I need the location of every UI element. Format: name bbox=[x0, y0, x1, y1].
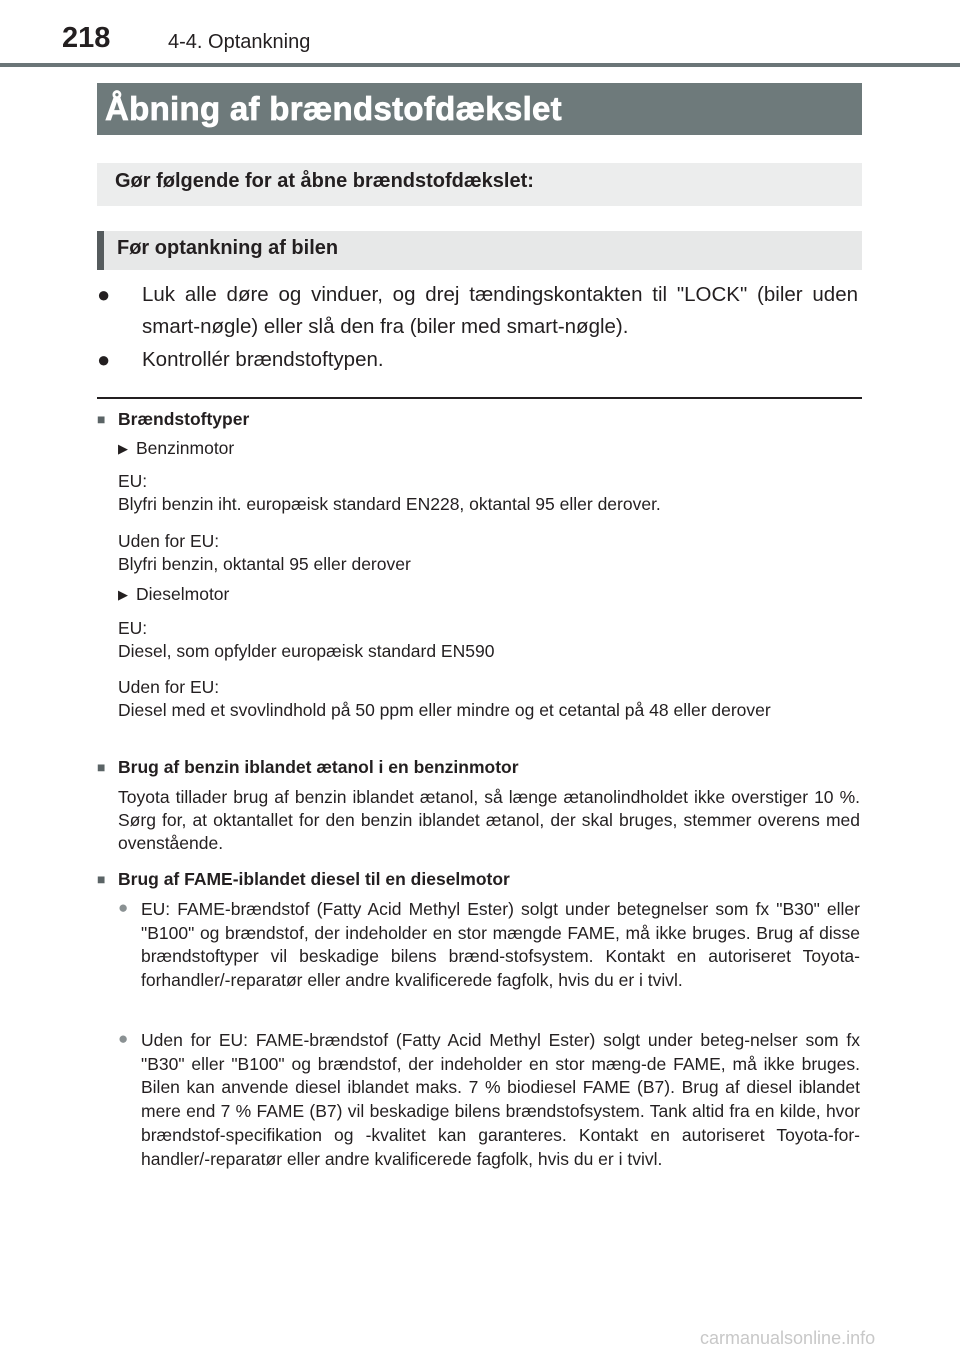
page-title: Åbning af brændstofdækslet bbox=[105, 90, 562, 127]
bullet-icon: ● bbox=[118, 1029, 129, 1048]
section-divider bbox=[97, 397, 862, 399]
diesel-eu-label: EU: bbox=[118, 618, 148, 638]
fame-eu-text: EU: FAME-brændstof (Fatty Acid Methyl Ester) solgt under betegnelser som fx "B30" eller "B100" og brændstof, der indeholder en stor mængde FAME, må ikke bruges. Brug af disse brændstoftyper vil beskadige bilens brænd-stofsystem. Kontakt en autoriseret Toyota-forhandler/-reparatør eller andre kvalificerede fagfolk, hvis du er i tvivl. bbox=[141, 899, 860, 991]
petrol-eu-label: EU: bbox=[118, 471, 148, 491]
chapter-title: 4-4. Optankning bbox=[168, 31, 311, 53]
intro-text: Gør følgende for at åbne brændstofdækslet: bbox=[115, 170, 534, 192]
subsection-title: Før optankning af bilen bbox=[117, 237, 339, 259]
page-header bbox=[0, 0, 960, 66]
ethanol-heading: Brug af benzin iblandet ætanol i en benzinmotor bbox=[118, 757, 519, 777]
watermark: carmanualsonline.info bbox=[700, 1328, 876, 1348]
triangle-bullet-icon: ▶ bbox=[118, 441, 128, 456]
petrol-non-eu-text: Blyfri benzin, oktantal 95 eller derover bbox=[118, 554, 411, 574]
diesel-engine-label: Dieselmotor bbox=[136, 584, 230, 604]
square-bullet-icon: ■ bbox=[97, 411, 106, 427]
fuel-types-heading: Brændstoftyper bbox=[118, 409, 250, 429]
square-bullet-icon: ■ bbox=[97, 759, 106, 775]
bullet-text: Luk alle døre og vinduer, og drej tændingskontakten til "LOCK" (biler uden smart-nøgle) eller slå den fra (biler med smart-nøgle). bbox=[142, 283, 858, 338]
section-title-band bbox=[97, 83, 862, 135]
fame-heading: Brug af FAME-iblandet diesel til en dieselmotor bbox=[118, 869, 510, 889]
page-number: 218 bbox=[62, 22, 111, 54]
subsection-accent-bar bbox=[97, 231, 104, 270]
bullet-icon: ● bbox=[118, 898, 129, 917]
diesel-eu-text: Diesel, som opfylder europæisk standard EN590 bbox=[118, 641, 495, 661]
header-rule bbox=[0, 63, 960, 67]
fame-non-eu-text: Uden for EU: FAME-brændstof (Fatty Acid Methyl Ester) solgt under beteg-nelser som fx "B30" eller "B100" og brændstof, der indeholder en stor mæng-de FAME, må ikke bruges. Bilen kan anvende diesel iblandet maks. 7 % biodiesel FAME (B7). Brug af diesel iblandet mere end 7 % FAME (B7) vil beskadige bilens brændstofsystem. Tank altid fra en kilde, hvor brændstof-specifikation og -kvalitet kan garanteres. Kontakt en autoriseret Toyota-for-handler/-reparatør eller andre kvalificerede fagfolk, hvis du er i tvivl. bbox=[141, 1030, 860, 1169]
bullet-icon: ● bbox=[97, 282, 111, 307]
square-bullet-icon: ■ bbox=[97, 871, 106, 887]
bullet-icon: ● bbox=[97, 347, 111, 372]
ethanol-text: Toyota tillader brug af benzin iblandet ætanol, så længe ætanolindholdet ikke overstiger 10 %. Sørg for, at oktantallet for den benzin iblandet ætanol, der skal bruges, stemmer overens med ovenstående. bbox=[118, 787, 860, 853]
diesel-non-eu-text: Diesel med et svovlindhold på 50 ppm eller mindre og et cetantal på 48 eller derover bbox=[118, 700, 771, 720]
petrol-non-eu-label: Uden for EU: bbox=[118, 531, 220, 551]
subsection-band bbox=[97, 231, 862, 270]
diesel-non-eu-label: Uden for EU: bbox=[118, 677, 220, 697]
intro-band bbox=[97, 163, 862, 206]
petrol-eu-text: Blyfri benzin iht. europæisk standard EN228, oktantal 95 eller derover. bbox=[118, 494, 661, 514]
triangle-bullet-icon: ▶ bbox=[118, 587, 128, 602]
bullet-text: Kontrollér brændstoftypen. bbox=[142, 348, 384, 371]
petrol-engine-label: Benzinmotor bbox=[136, 438, 235, 458]
